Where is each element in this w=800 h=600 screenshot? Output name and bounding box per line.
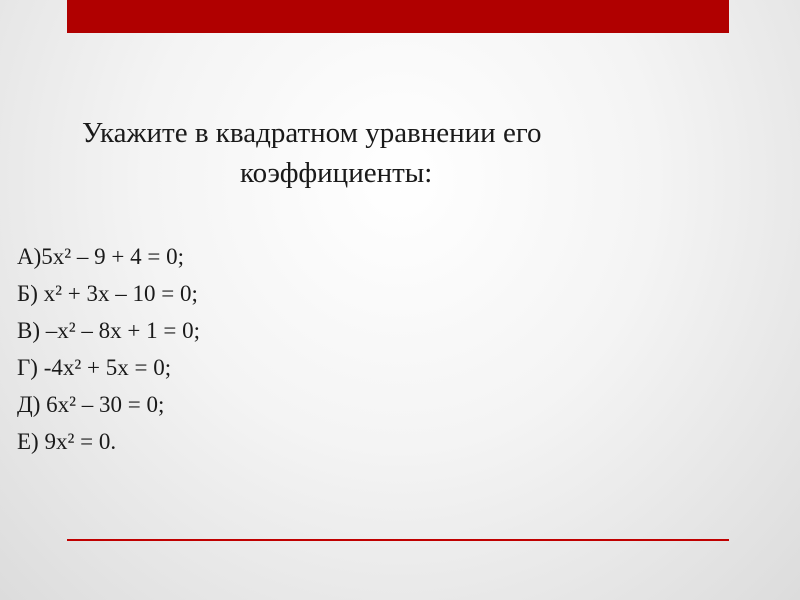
equation-item-b: Б) х² + 3х – 10 = 0; xyxy=(17,281,198,306)
equation-item-v: В) –х² – 8х + 1 = 0; xyxy=(17,318,200,343)
equation-item-e: Е) 9х² = 0. xyxy=(17,429,117,454)
footer-divider-line xyxy=(67,539,729,541)
equation-item-g: Г) -4х² + 5х = 0; xyxy=(17,355,172,380)
slide-title-line-1: Укажите в квадратном уравнении его xyxy=(82,117,542,149)
slide-title-line-2: коэффициенты: xyxy=(240,157,433,189)
header-accent-bar xyxy=(67,0,729,33)
equation-item-a: А)5х² – 9 + 4 = 0; xyxy=(17,244,184,269)
equation-list xyxy=(17,238,200,460)
equation-item-d: Д) 6х² – 30 = 0; xyxy=(17,392,165,417)
